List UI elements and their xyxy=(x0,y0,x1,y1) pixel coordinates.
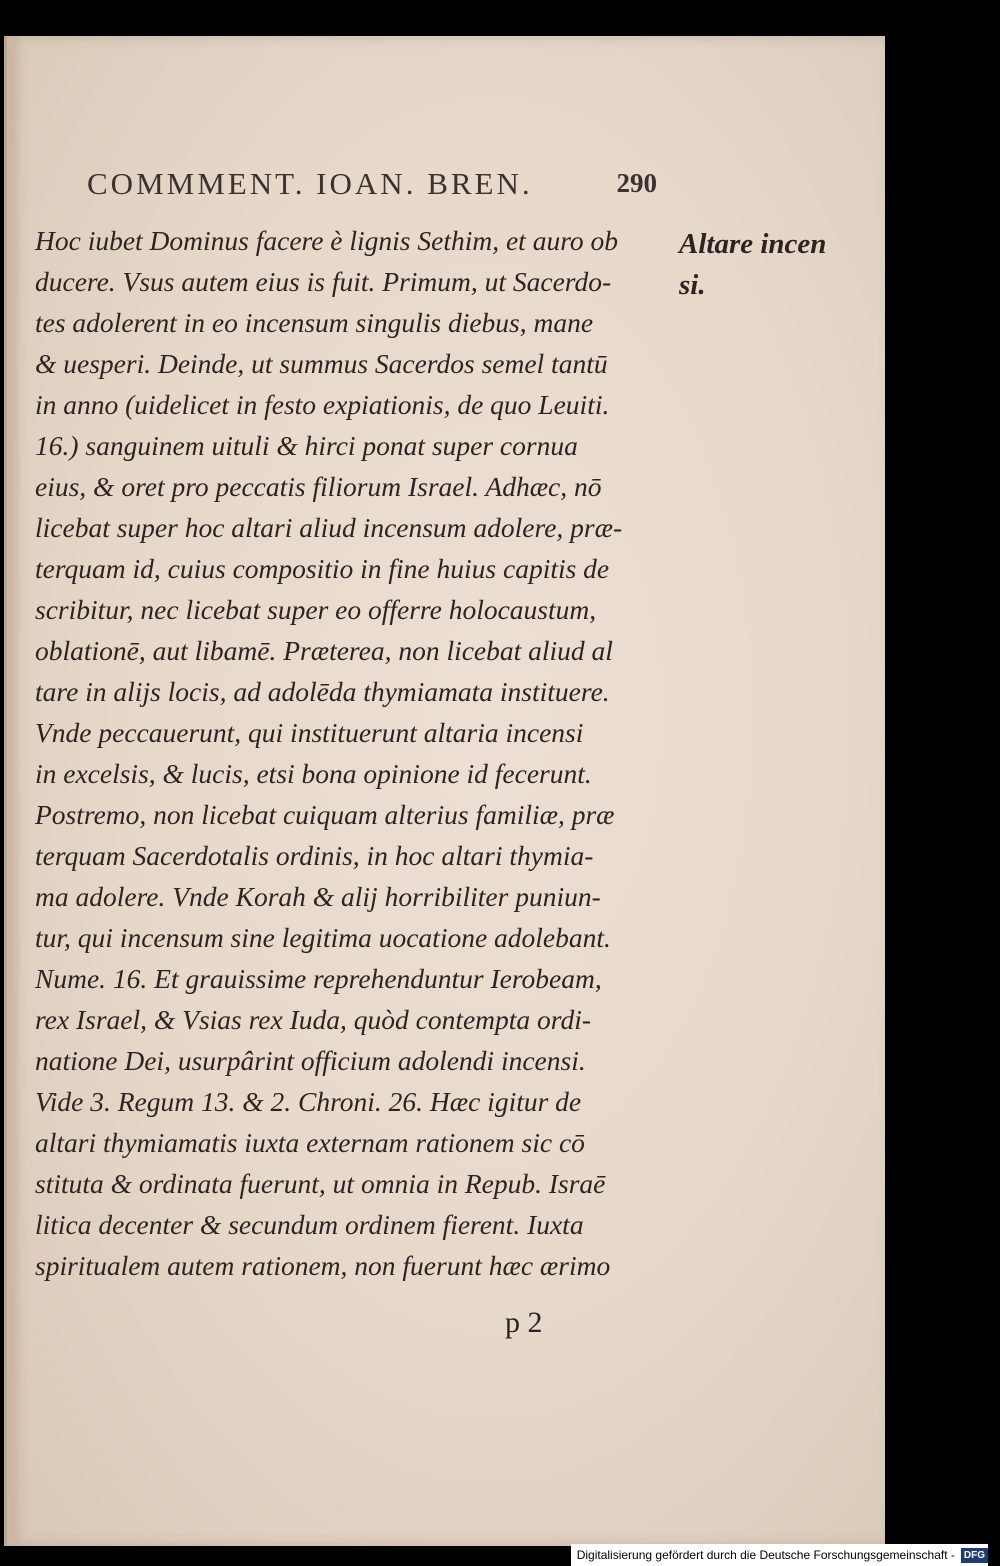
body-text xyxy=(35,220,665,1286)
text-line: Hoc iubet Dominus facere è lignis Sethim, et auro ob xyxy=(35,225,619,256)
text-line: licebat super hoc altari aliud incensum adolere, præ- xyxy=(35,512,623,543)
text-line: ma adolere. Vnde Korah & alij horribiliter puniun- xyxy=(35,881,601,912)
marginal-note-line: Altare incen xyxy=(679,228,827,260)
marginal-note-line: si. xyxy=(679,269,706,301)
digitization-credit xyxy=(571,1544,988,1566)
text-line: tes adolerent in eo incensum singulis diebus, mane xyxy=(35,307,594,338)
text-line: terquam Sacerdotalis ordinis, in hoc altari thymia- xyxy=(35,840,594,871)
text-line: litica decenter & secundum ordinem fierent. Iuxta xyxy=(35,1209,584,1240)
text-line: tare in alijs locis, ad adolēda thymiamata instituere. xyxy=(35,676,610,707)
text-line: tur, qui incensum sine legitima uocatione adolebant. xyxy=(35,922,611,953)
text-line: oblationē, aut libamē. Præterea, non licebat aliud al xyxy=(35,635,613,666)
text-line: Vide 3. Regum 13. & 2. Chroni. 26. Hæc igitur de xyxy=(35,1086,582,1117)
text-line: ducere. Vsus autem eius is fuit. Primum, ut Sacerdo- xyxy=(35,266,612,297)
text-line: spiritualem autem rationem, non fuerunt hæc ærimo xyxy=(35,1250,611,1281)
page-gutter-shadow xyxy=(7,36,21,1546)
text-line: in excelsis, & lucis, etsi bona opinione id fecerunt. xyxy=(35,758,592,789)
text-line: natione Dei, usurpârint officium adolendi incensi. xyxy=(35,1045,586,1076)
text-line: & uesperi. Deinde, ut summus Sacerdos semel tantū xyxy=(35,348,608,379)
text-line: stituta & ordinata fuerunt, ut omnia in Repub. Israē xyxy=(35,1168,606,1199)
text-line: 16.) sanguinem uituli & hirci ponat super cornua xyxy=(35,430,578,461)
marginal-note xyxy=(679,224,826,306)
folio-number: 290 xyxy=(616,168,657,198)
signature-mark: p 2 xyxy=(505,1306,543,1339)
running-head xyxy=(87,166,657,206)
text-line: eius, & oret pro peccatis filiorum Israel. Adhæc, nō xyxy=(35,471,602,502)
text-line: Postremo, non licebat cuiquam alterius familiæ, præ xyxy=(35,799,615,830)
text-line: Nume. 16. Et grauissime reprehenduntur Ierobeam, xyxy=(35,963,602,994)
text-line: altari thymiamatis iuxta externam rationem sic cō xyxy=(35,1127,585,1158)
text-line: Vnde peccauerunt, qui instituerunt altaria incensi xyxy=(35,717,584,748)
dfg-logo: DFG xyxy=(961,1548,988,1563)
credit-text: Digitalisierung gefördert durch die Deutsche Forschungsgemeinschaft - xyxy=(576,1548,955,1562)
text-line: scribitur, nec licebat super eo offerre holocaustum, xyxy=(35,594,597,625)
book-page xyxy=(4,36,885,1546)
text-line: terquam id, cuius compositio in fine huius capitis de xyxy=(35,553,610,584)
text-line: in anno (uidelicet in festo expiationis, de quo Leuiti. xyxy=(35,389,610,420)
text-line: rex Israel, & Vsias rex Iuda, quòd contempta ordi- xyxy=(35,1004,592,1035)
running-title: COMMMENT. IOAN. BREN. xyxy=(87,166,533,201)
